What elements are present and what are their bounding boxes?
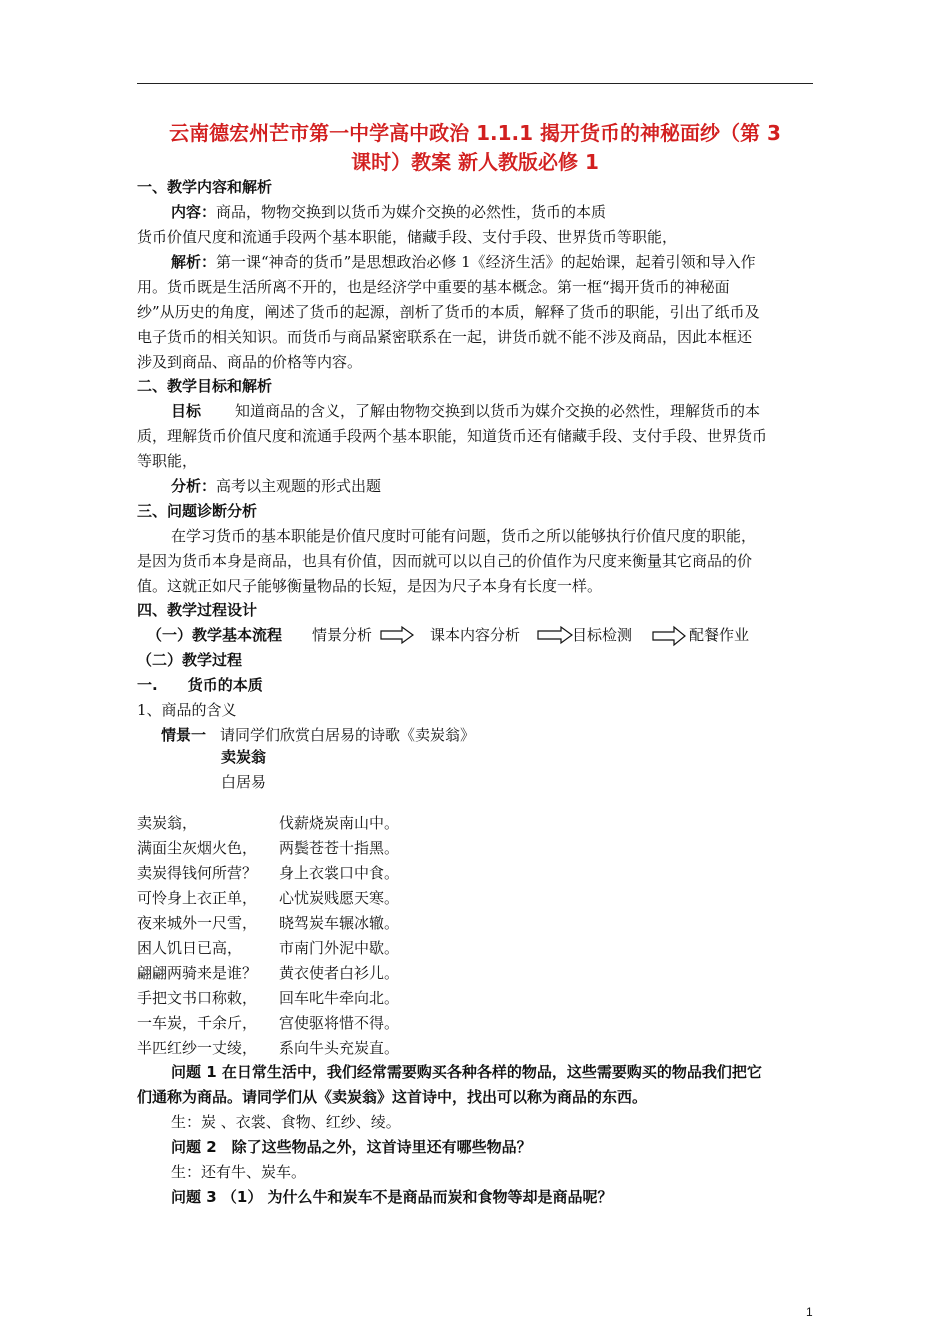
analysis-line-2: 用。货币既是生活所离不开的，也是经济学中重要的基本概念。第一框“揭开货币的神秘面: [137, 278, 730, 296]
section-heading: 一、教学内容和解析: [137, 178, 273, 196]
document-title: [137, 119, 813, 177]
poem-line-right: 回车叱牛牵向北。: [279, 989, 400, 1007]
question-3: 问题 3 （1） 为什么牛和炭车不是商品而炭和食物等却是商品呢？: [171, 1188, 613, 1206]
poem-title: 卖炭翁: [221, 748, 267, 766]
poem-line-left: 一车炭，千余斤，: [137, 1014, 258, 1032]
poem-line-left: 翩翩两骑来是谁？: [137, 964, 258, 982]
poem-line-left: 夜来城外一尺雪，: [137, 914, 258, 932]
title-line-2: 课时）教案 新人教版必修 1: [351, 150, 599, 174]
answer-2: 生：还有牛、炭车。: [171, 1163, 307, 1181]
flow-step-1: 情景分析: [312, 626, 373, 644]
poem-line-left: 卖炭得钱何所营？: [137, 864, 258, 882]
analysis-line-3: 纱”从历史的角度，阐述了货币的起源，剖析了货币的本质，解释了货币的职能，引出了纸币及: [137, 303, 760, 321]
goal-line-1: [171, 401, 760, 421]
poem-line-right: 系向牛头充炭直。: [279, 1039, 400, 1057]
flow-step-3: 目标检测: [572, 626, 633, 644]
poem-line-left: 卖炭翁，: [137, 814, 198, 832]
header-rule: [137, 83, 813, 84]
poem-line-left: 困人饥日已高，: [137, 939, 243, 957]
poem-line-right: 身上衣裳口中食。: [279, 864, 400, 882]
flow-step-2: 课本内容分析: [430, 626, 521, 644]
question-2: 问题 2 除了这些物品之外，这首诗里还有哪些物品？: [171, 1138, 532, 1156]
scene-line: [161, 725, 475, 745]
section-heading: 二、教学目标和解析: [137, 377, 273, 395]
analysis-label: 解析：: [171, 253, 217, 271]
content-label: 内容：: [171, 203, 217, 221]
diagnosis-line-3: 值。这就正如尺子能够衡量物品的长短，是因为尺子本身有长度一样。: [137, 577, 603, 595]
answer-1: 生：炭 、衣裳、食物、红纱、绫。: [171, 1113, 401, 1131]
goal-line-3: 等职能，: [137, 452, 198, 470]
content-line: [171, 202, 606, 222]
page-number: 1: [806, 1305, 813, 1319]
diagnosis-line-2: 是因为货币本身是商品，也具有价值，因而就可以以自己的价值作为尺度来衡量其它商品的价: [137, 552, 753, 570]
poem-line-right: 伐薪烧炭南山中。: [279, 814, 400, 832]
goal-label: 目标: [171, 402, 202, 420]
poem-line-left: 半匹红纱一丈绫，: [137, 1039, 258, 1057]
poem-line-right: 晓驾炭车辗冰辙。: [279, 914, 400, 932]
part-heading: 一. 货币的本质: [137, 676, 263, 694]
goal-line-2: 质，理解货币价值尺度和流通手段两个基本职能，知道货币还有储藏手段、支付手段、世界货币: [137, 427, 768, 445]
flow-arrow-icon: [380, 625, 414, 645]
content-line-2: 货币价值尺度和流通手段两个基本职能，储藏手段、支付手段、世界货币等职能，: [137, 228, 678, 246]
scene-text: 请同学们欣赏白居易的诗歌《卖炭翁》: [220, 726, 476, 744]
goal-text: 知道商品的含义，了解由物物交换到以货币为媒介交换的必然性，理解货币的本: [235, 402, 761, 420]
goal-analysis-text: 高考以主观题的形式出题: [216, 477, 382, 495]
content-text: 商品，物物交换到以货币为媒介交换的必然性，货币的本质: [216, 203, 607, 221]
poem-line-left: 可怜身上衣正单，: [137, 889, 258, 907]
poem-line-right: 宫使驱将惜不得。: [279, 1014, 400, 1032]
poem-line-right: 心忧炭贱愿天寒。: [279, 889, 400, 907]
item-heading: 1、商品的含义: [137, 701, 237, 719]
poem-line-right: 市南门外泥中歇。: [279, 939, 400, 957]
flow-arrow-icon: [652, 625, 686, 647]
process-heading: （二）教学过程: [137, 651, 243, 669]
poem-line-left: 手把文书口称敕，: [137, 989, 258, 1007]
analysis-text: 第一课“神奇的货币”是思想政治必修 1《经济生活》的起始课，起着引领和导入作: [216, 253, 756, 271]
goal-analysis-label: 分析：: [171, 477, 217, 495]
section-heading: 三、问题诊断分析: [137, 502, 258, 520]
question-1-line-1: 问题 1 在日常生活中，我们经常需要购买各种各样的物品，这些需要购买的物品我们把它: [171, 1063, 762, 1081]
analysis-line-5: 涉及到商品、商品的价格等内容。: [137, 353, 363, 371]
goal-analysis-line: [171, 476, 381, 496]
flow-step-4: 配餐作业: [689, 626, 750, 644]
analysis-line-1: [171, 252, 756, 272]
poem-author: 白居易: [221, 773, 267, 791]
scene-label: 情景一: [161, 726, 207, 744]
question-1-line-2: 们通称为商品。请同学们从《卖炭翁》这首诗中，找出可以称为商品的东西。: [137, 1088, 648, 1106]
analysis-line-4: 电子货币的相关知识。而货币与商品紧密联系在一起，讲货币就不能不涉及商品，因此本框还: [137, 328, 753, 346]
poem-line-right: 两鬓苍苍十指黑。: [279, 839, 400, 857]
section-heading: 四、教学过程设计: [137, 601, 258, 619]
title-line-1: 云南德宏州芒市第一中学高中政治 1.1.1 揭开货币的神秘面纱（第 3: [169, 121, 781, 145]
diagnosis-line-1: 在学习货币的基本职能是价值尺度时可能有问题，货币之所以能够执行价值尺度的职能，: [171, 527, 757, 545]
flow-arrow-icon: [537, 625, 573, 645]
poem-line-left: 满面尘灰烟火色，: [137, 839, 258, 857]
flow-label: （一）教学基本流程: [147, 626, 283, 644]
poem-line-right: 黄衣使者白衫儿。: [279, 964, 400, 982]
